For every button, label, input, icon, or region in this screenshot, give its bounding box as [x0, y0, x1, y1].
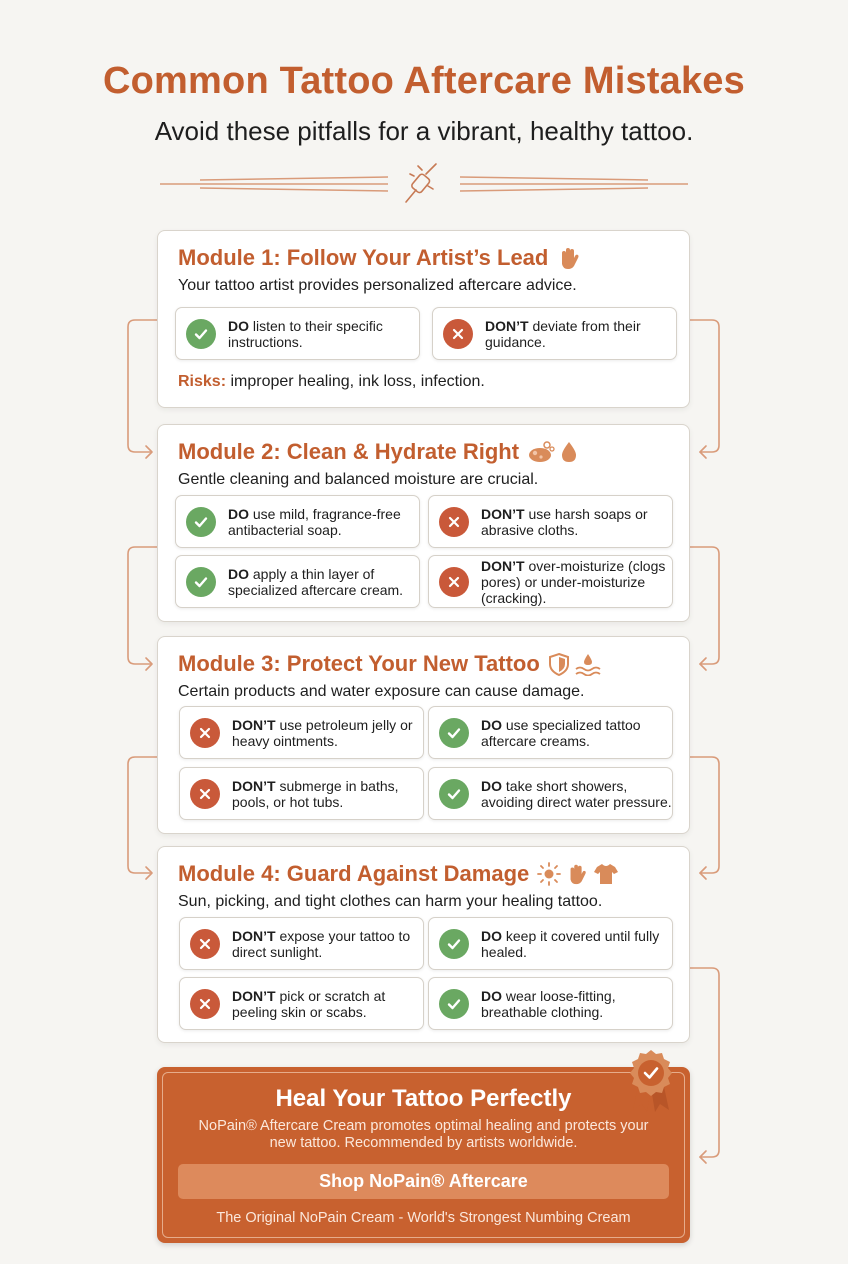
module-3-card [157, 636, 690, 834]
module-title: Module 2: Clean & Hydrate Right [178, 439, 579, 465]
check-icon [439, 929, 469, 959]
tip-card [179, 767, 424, 820]
tip-text: DON’T over-moisturize (clogs pores) or under-moisturize (cracking). [481, 557, 666, 606]
check-icon [186, 567, 216, 597]
tip-card [428, 706, 673, 759]
tip-text: DO apply a thin layer of specialized aftercare cream. [228, 565, 404, 598]
cta-banner [157, 1067, 690, 1243]
tattoo-machine-divider [160, 158, 688, 208]
hand-icon [556, 245, 582, 271]
tip-card [428, 977, 673, 1030]
tip-card [175, 495, 420, 548]
tip-card [179, 917, 424, 970]
check-icon [439, 989, 469, 1019]
module-title: Module 4: Guard Against Damage [178, 861, 619, 887]
tip-card [428, 555, 673, 608]
shirt-icon [593, 862, 619, 886]
cta-body: NoPain® Aftercare Cream promotes optimal healing and protects your new tattoo. Recommended by artists worldwide. [198, 1118, 649, 1151]
page-title: Common Tattoo Aftercare Mistakes [103, 60, 745, 102]
tip-card [428, 767, 673, 820]
page-subtitle: Avoid these pitfalls for a vibrant, healthy tattoo. [154, 116, 694, 146]
shop-button[interactable]: Shop NoPain® Aftercare [178, 1164, 669, 1199]
tip-card [175, 555, 420, 608]
hand-icon [565, 861, 589, 887]
module-description: Sun, picking, and tight clothes can harm your healing tattoo. [178, 893, 603, 910]
tip-card [179, 706, 424, 759]
module-title: Module 1: Follow Your Artist’s Lead [178, 245, 582, 271]
module-description: Gentle cleaning and balanced moisture are crucial. [178, 471, 539, 488]
check-icon [439, 779, 469, 809]
check-icon [439, 718, 469, 748]
tattoo-machine-icon [406, 164, 436, 202]
x-icon [190, 718, 220, 748]
water-icon [574, 652, 602, 676]
tip-text: DO use mild, fragrance-free antibacterial soap. [228, 505, 401, 538]
tip-text: DON’T submerge in baths, pools, or hot tubs. [232, 777, 399, 810]
x-icon [439, 567, 469, 597]
tip-text: DON’T deviate from their guidance. [485, 317, 641, 350]
tip-text: DON’T expose your tattoo to direct sunlight. [232, 927, 411, 960]
tip-card [175, 307, 420, 360]
award-seal-icon [625, 1048, 677, 1113]
tip-text: DO wear loose-fitting, breathable clothing. [481, 987, 616, 1020]
tip-card [428, 917, 673, 970]
tip-text: DO take short showers, avoiding direct water pressure. [481, 777, 672, 810]
soap-icon [527, 440, 555, 464]
risks-line: Risks: improper healing, ink loss, infection. [178, 373, 485, 390]
check-icon [186, 507, 216, 537]
x-icon [443, 319, 473, 349]
check-icon [186, 319, 216, 349]
module-description: Your tattoo artist provides personalized aftercare advice. [178, 277, 577, 294]
x-icon [190, 779, 220, 809]
shield-icon [548, 652, 570, 676]
module-2-card [157, 424, 690, 622]
tip-card [428, 495, 673, 548]
cta-footer: The Original NoPain Cream - World's Strongest Numbing Cream [216, 1210, 631, 1226]
tip-card [179, 977, 424, 1030]
x-icon [190, 929, 220, 959]
cta-title: Heal Your Tattoo Perfectly [275, 1085, 572, 1112]
tip-text: DO keep it covered until fully healed. [481, 927, 660, 960]
module-title: Module 3: Protect Your New Tattoo [178, 651, 602, 677]
module-1-card [157, 230, 690, 408]
sun-icon [537, 862, 561, 886]
tip-text: DON’T pick or scratch at peeling skin or scabs. [232, 987, 386, 1020]
x-icon [190, 989, 220, 1019]
tip-text: DO use specialized tattoo aftercare creams. [481, 716, 641, 749]
tip-text: DON’T use petroleum jelly or heavy ointments. [232, 716, 413, 749]
tip-text: DON’T use harsh soaps or abrasive cloths. [481, 505, 648, 538]
tip-text: DO listen to their specific instructions. [228, 317, 383, 350]
x-icon [439, 507, 469, 537]
module-4-card [157, 846, 690, 1043]
module-description: Certain products and water exposure can cause damage. [178, 683, 585, 700]
tip-card [432, 307, 677, 360]
droplet-icon [559, 440, 579, 464]
